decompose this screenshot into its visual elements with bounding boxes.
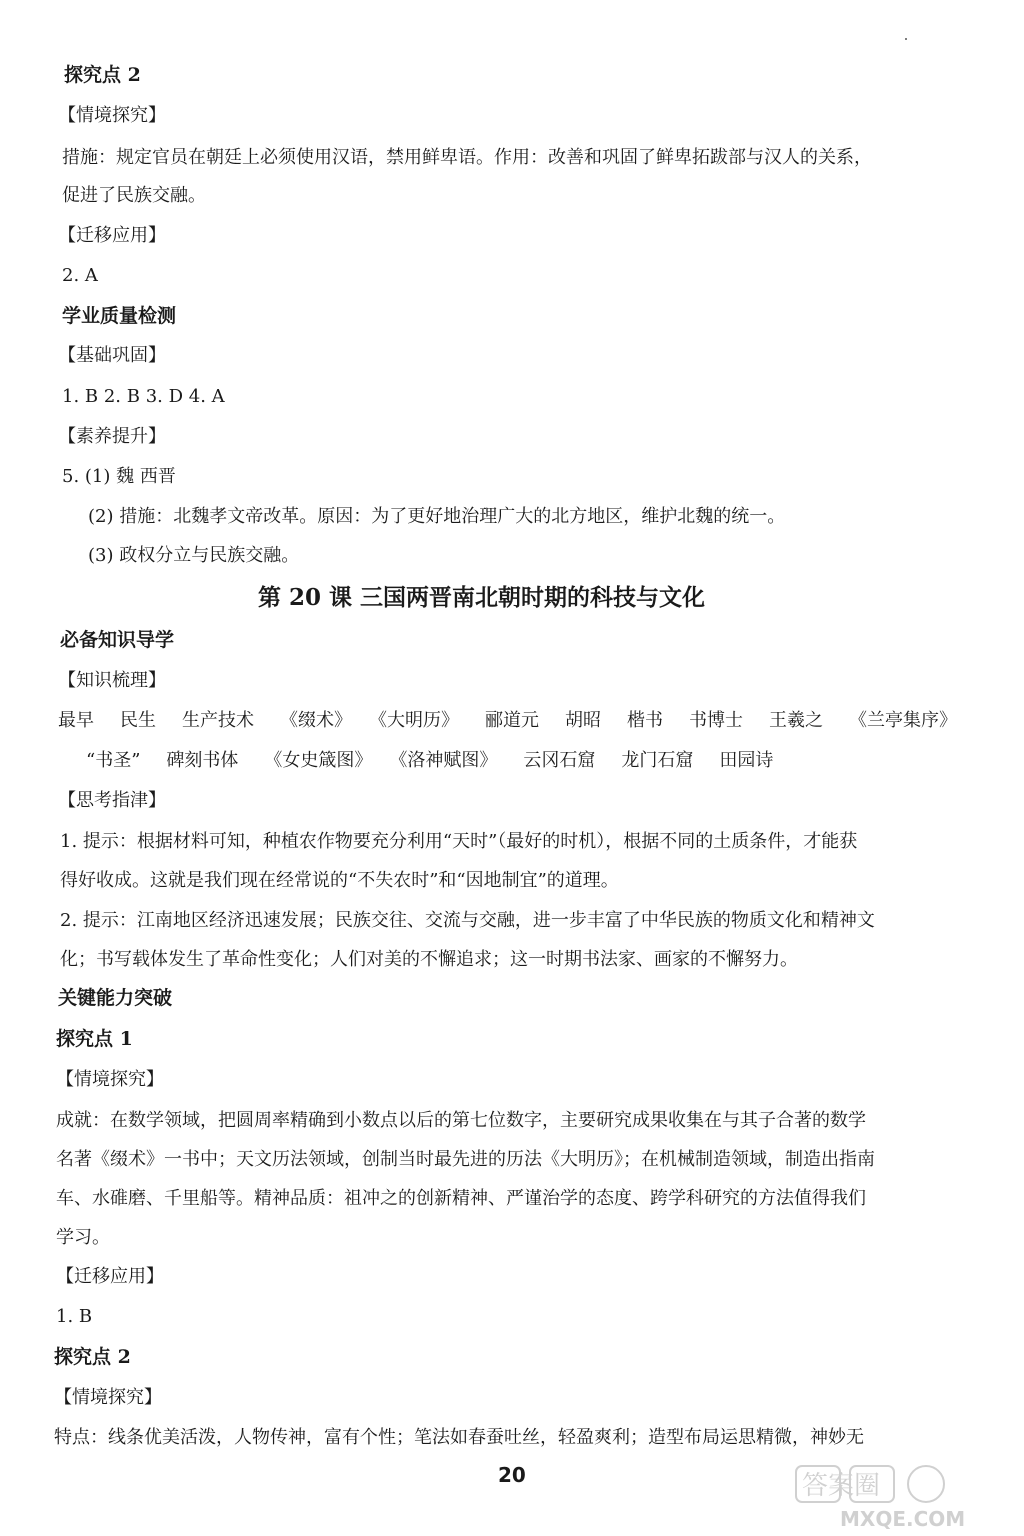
- scan-speck: [905, 38, 907, 40]
- page-number: 20: [498, 1463, 526, 1487]
- tag-transfer-apply: 【迁移应用】: [58, 225, 166, 246]
- term: 龙门石窟: [621, 750, 694, 771]
- watermark-text: 答案圈: [802, 1471, 881, 1501]
- heading-key-ability: 关键能力突破: [58, 987, 173, 1009]
- tag-basic: 【基础巩固】: [58, 345, 166, 366]
- paragraph-line: 2. 提示：江南地区经济迅速发展；民族交往、交流与交融，进一步丰富了中华民族的物质文化和精神文: [60, 910, 875, 931]
- tag-knowledge-review: 【知识梳理】: [58, 670, 166, 691]
- tag-situation-explore: 【情境探究】: [54, 1387, 162, 1408]
- heading-essential-knowledge: 必备知识导学: [60, 629, 175, 651]
- term: 《缀术》: [280, 710, 352, 731]
- answer-line: (2) 措施：北魏孝文帝改革。原因：为了更好地治理广大的北方地区，维护北魏的统一。: [88, 506, 786, 527]
- paragraph-line: 车、水碓磨、千里船等。精神品质：祖冲之的创新精神、严谨治学的态度、跨学科研究的方法值得我们: [56, 1188, 866, 1209]
- term: 胡昭: [565, 710, 601, 731]
- paragraph-line: 成就：在数学领域，把圆周率精确到小数点以后的第七位数字，主要研究成果收集在与其子合著的数学: [56, 1110, 866, 1131]
- term: 民生: [120, 710, 156, 731]
- tag-situation-explore: 【情境探究】: [56, 1069, 164, 1090]
- term: 楷书: [627, 710, 663, 731]
- heading-quality-check: 学业质量检测: [62, 305, 177, 327]
- term: 生产技术: [182, 710, 254, 731]
- paragraph-line: 化；书写载体发生了革命性变化；人们对美的不懈追求；这一时期书法家、画家的不懈努力。: [60, 949, 798, 970]
- paragraph-line: 措施：规定官员在朝廷上必须使用汉语，禁用鲜卑语。作用：改善和巩固了鲜卑拓跋部与汉人的关系，: [62, 147, 872, 168]
- watermark-url: MXQE.COM: [840, 1507, 966, 1531]
- paragraph-line: 促进了民族交融。: [62, 185, 206, 206]
- watermark-logo: [792, 1462, 1012, 1532]
- terms-row-1: [58, 709, 957, 733]
- answer-line: 1. B 2. B 3. D 4. A: [62, 386, 225, 407]
- lesson-title: 第 20 课 三国两晋南北朝时期的科技与文化: [258, 584, 706, 611]
- term: 《兰亭集序》: [849, 710, 957, 731]
- answer-line: 5. (1) 魏 西晋: [62, 466, 176, 487]
- tag-transfer-apply: 【迁移应用】: [56, 1266, 164, 1287]
- paragraph-line: 1. 提示：根据材料可知，种植农作物要充分利用“天时”（最好的时机），根据不同的土质条件，才能获: [60, 831, 858, 852]
- term: 郦道元: [485, 710, 539, 731]
- tag-situation-explore: 【情境探究】: [58, 105, 166, 126]
- term: 《大明历》: [378, 710, 459, 731]
- term: “书圣”: [86, 750, 141, 771]
- term: 云冈石窟: [523, 750, 596, 771]
- paragraph-line: 得好收成。这就是我们现在经常说的“不失农时”和“因地制宜”的道理。: [60, 870, 619, 891]
- terms-row-2: [86, 749, 773, 773]
- term: 王羲之: [769, 710, 823, 731]
- answer-line: 2. A: [62, 265, 98, 286]
- tag-thinking-guide: 【思考指津】: [58, 790, 166, 811]
- term: 书博士: [689, 710, 743, 731]
- term: 田园诗: [719, 750, 774, 771]
- heading-explore-point-2: 探究点 2: [54, 1346, 131, 1368]
- term: 碑刻书体: [166, 750, 239, 771]
- paragraph-line: 特点：线条优美活泼，人物传神，富有个性；笔法如春蚕吐丝，轻盈爽利；造型布局运思精微，神妙无: [54, 1427, 864, 1448]
- term: 《女史箴图》: [264, 750, 373, 771]
- tag-literacy: 【素养提升】: [58, 426, 166, 447]
- heading-explore-point-2: 探究点 2: [64, 64, 141, 86]
- term: 最早: [58, 710, 94, 731]
- heading-explore-point-1: 探究点 1: [56, 1028, 133, 1050]
- term: 《洛神赋图》: [398, 750, 498, 771]
- paragraph-line: 名著《缀术》一书中；天文历法领域，创制当时最先进的历法《大明历》；在机械制造领域，制造出指南: [56, 1149, 875, 1170]
- answer-line: 1. B: [56, 1306, 93, 1327]
- paragraph-line: 学习。: [56, 1227, 110, 1248]
- answer-line: (3) 政权分立与民族交融。: [88, 545, 300, 566]
- watermark-stamp-circle: [908, 1466, 944, 1502]
